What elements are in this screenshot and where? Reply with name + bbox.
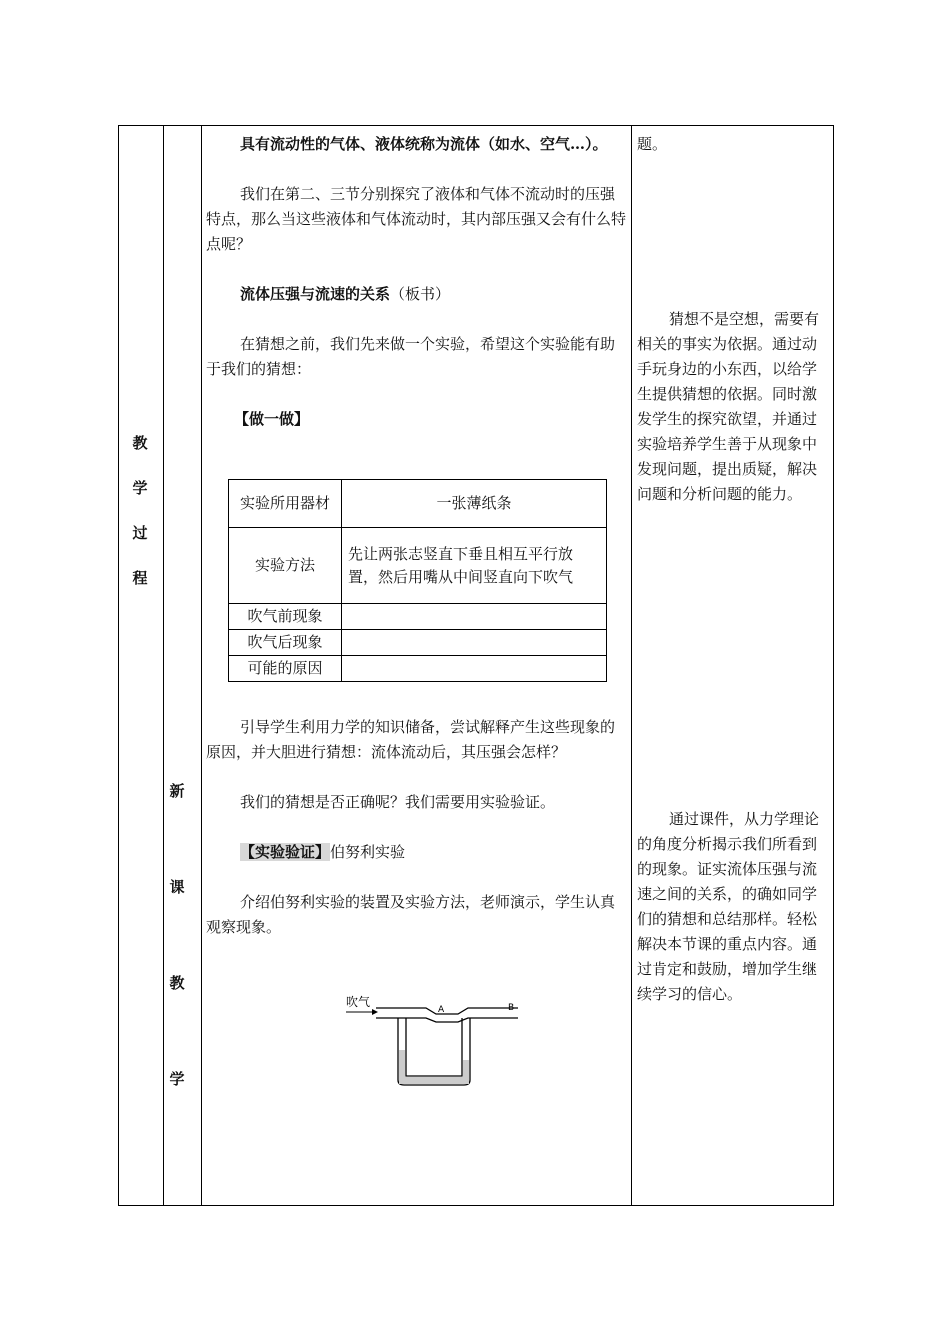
column-divider-3 xyxy=(631,125,632,1206)
paragraph-definition: 具有流动性的气体、液体统称为流体（如水、空气…）。 xyxy=(240,135,608,153)
tube-lower-wall xyxy=(376,1018,518,1022)
experiment-table xyxy=(228,479,607,682)
u-tube-outer xyxy=(398,1018,470,1085)
section-label-new-lesson: 新 课 教 学 xyxy=(169,782,185,1088)
paragraph-demo: 介绍伯努利实验的装置及实验方法，老师演示，学生认真观察现象。 xyxy=(206,893,616,936)
paragraph-verify-question: 我们的猜想是否正确呢？我们需要用实验验证。 xyxy=(240,793,556,811)
table-cell-value xyxy=(342,604,607,630)
table-cell-label: 实验所用器材 xyxy=(229,480,342,528)
section-label-teaching-process: 教 学 过 程 xyxy=(132,434,148,587)
column-divider-2 xyxy=(201,125,202,1206)
table-cell-value: 先让两张志竖直下垂且相互平行放置，然后用嘴从中间竖直向下吹气 xyxy=(342,528,607,604)
u-tube-inner xyxy=(406,1018,462,1076)
verify-title: 伯努利实验 xyxy=(330,843,406,861)
paragraph-do-it: 【做一做】 xyxy=(234,410,310,428)
paragraph-guide: 引导学生利用力学的知识储备，尝试解释产生这些现象的原因，并大胆进行猜想：流体流动后，其压强会怎样？ xyxy=(206,718,616,761)
table-cell-value xyxy=(342,630,607,656)
note-courseware: 通过课件，从力学理论的角度分析揭示我们所看到的现象。证实流体压强与流速之间的关系，的确如同学们的猜想和总结那样。轻松解决本节课的重点内容。通过肯定和鼓励，增加学生继续学习的信心。 xyxy=(637,810,820,1003)
inlet-label: 吹气 xyxy=(346,995,371,1009)
table-cell-label: 可能的原因 xyxy=(229,656,342,682)
point-a-label: A xyxy=(438,1005,445,1015)
column-divider-1 xyxy=(163,125,164,1206)
topic-suffix: （板书） xyxy=(390,285,451,303)
verify-heading: 【实验验证】 xyxy=(240,843,331,861)
paragraph-experiment-lead: 在猜想之前，我们先来做一个实验，希望这个实验能有助于我们的猜想： xyxy=(206,335,616,378)
airflow-arrowhead xyxy=(372,1009,378,1015)
table-row xyxy=(229,480,607,528)
paragraph-verify xyxy=(206,840,628,865)
u-tube-liquid xyxy=(399,1050,469,1084)
table-row xyxy=(229,604,607,630)
table-cell-label: 吹气前现象 xyxy=(229,604,342,630)
table-cell-label: 吹气后现象 xyxy=(229,630,342,656)
table-row xyxy=(229,630,607,656)
table-row xyxy=(229,656,607,682)
main-content-lower xyxy=(206,715,628,940)
tube-upper-wall xyxy=(376,1008,518,1014)
bernoulli-apparatus-figure xyxy=(340,990,530,1090)
topic-title: 流体压强与流速的关系 xyxy=(240,285,391,303)
paragraph-intro: 我们在第二、三节分别探究了液体和气体不流动时的压强特点，那么当这些液体和气体流动时，其内部压强又会有什么特点呢？ xyxy=(206,185,627,253)
table-cell-value: 一张薄纸条 xyxy=(342,480,607,528)
note-guess: 猜想不是空想，需要有相关的事实为依据。通过动手玩身边的小东西，以给学生提供猜想的依据。同时激发学生的探究欲望，并通过实验培养学生善于从现象中发现问题，提出质疑，解决问题和分析问题的能力。 xyxy=(637,310,820,503)
point-b-label: B xyxy=(508,1003,515,1013)
main-content xyxy=(206,132,628,432)
table-cell-label: 实验方法 xyxy=(229,528,342,604)
table-cell-value xyxy=(342,656,607,682)
note-cont: 题。 xyxy=(637,135,668,153)
paragraph-topic xyxy=(206,282,628,307)
table-row xyxy=(229,528,607,604)
